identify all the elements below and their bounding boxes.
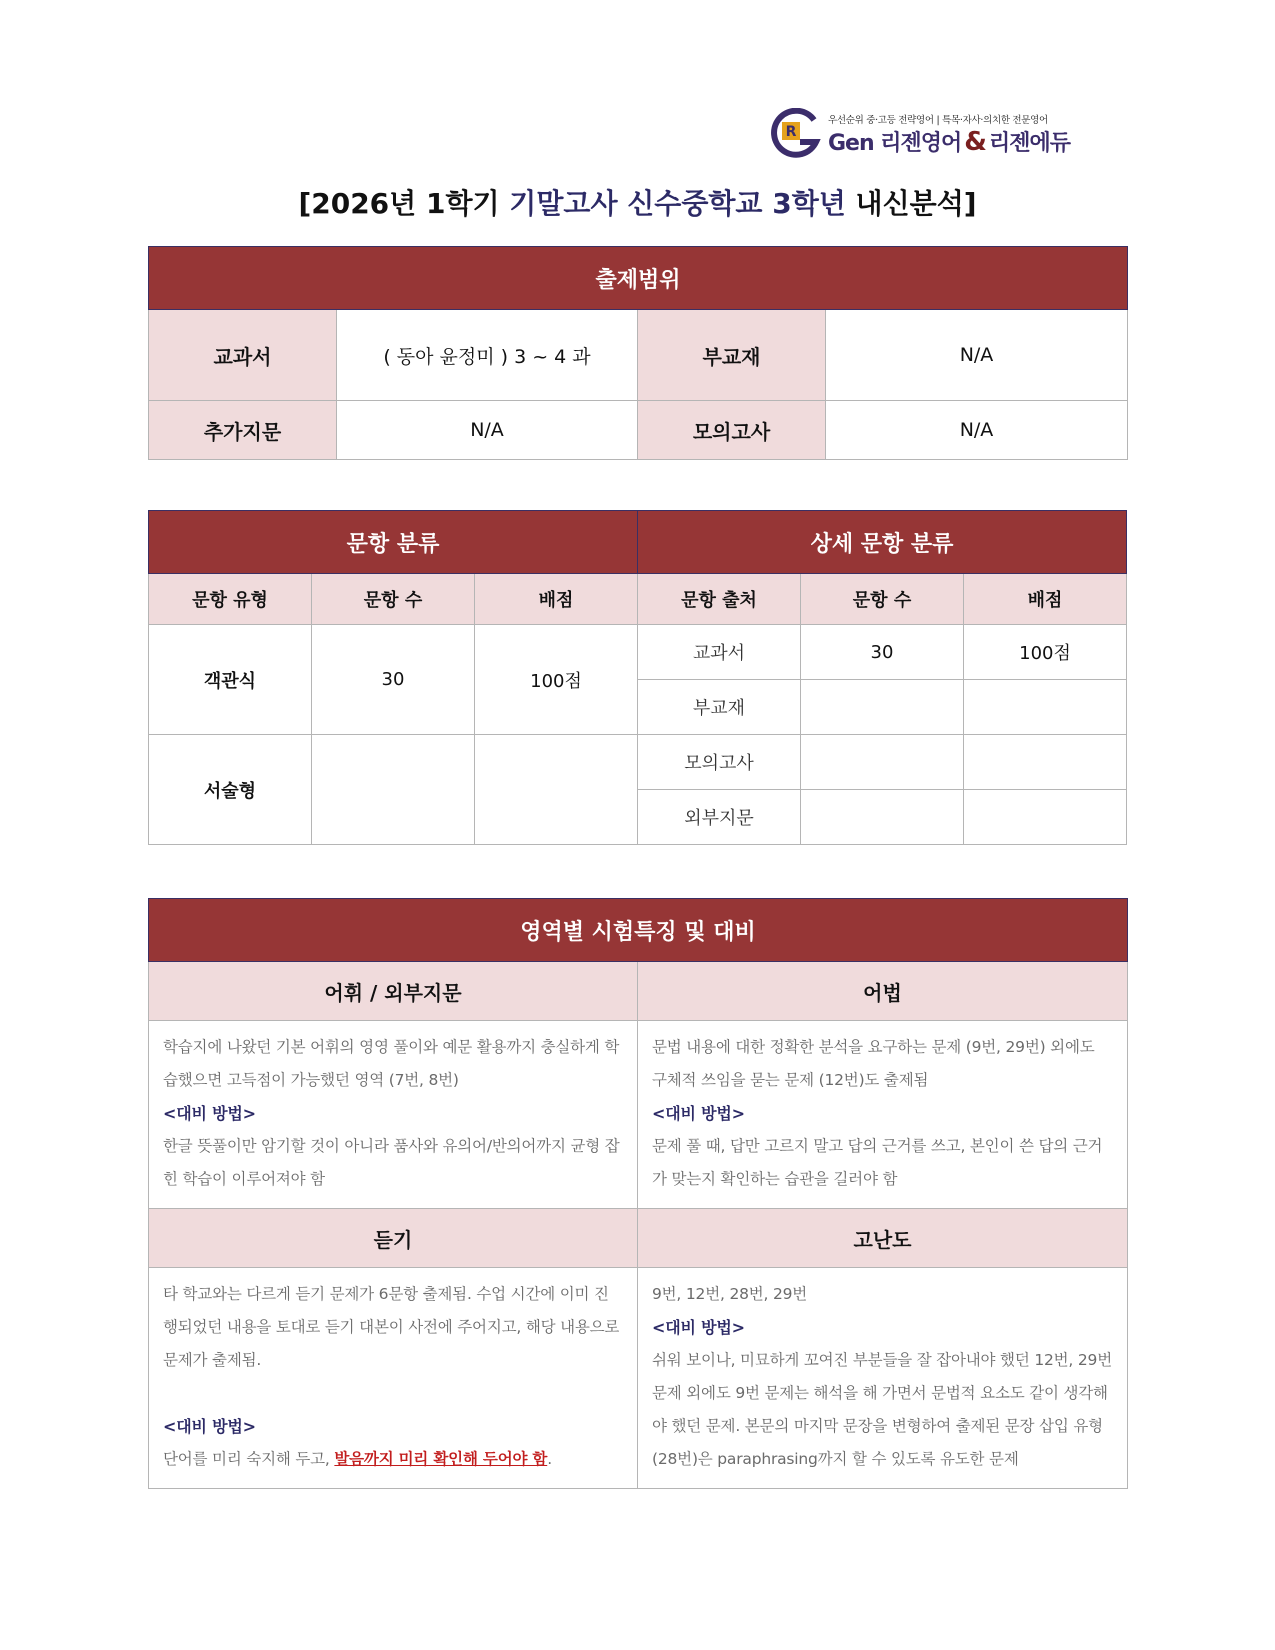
classification-left-header: 문항 분류: [149, 511, 638, 574]
logo-brand-edu: 리젠에듀: [988, 130, 1070, 156]
features-header: 영역별 시험특징 및 대비: [149, 899, 1128, 962]
type-objective-count: 30: [312, 625, 475, 735]
difficulty-plan-label: <대비 방법>: [652, 1318, 745, 1337]
scope-table: [148, 246, 1128, 460]
source-subbook-count: [801, 680, 964, 735]
type-descriptive-count: [312, 735, 475, 845]
scope-value-textbook: ( 동아 윤정미 ) 3 ~ 4 과: [337, 310, 638, 401]
logo-brand: [828, 126, 1070, 157]
page-title: [148, 182, 1127, 222]
scope-value-extra: N/A: [337, 401, 638, 460]
source-mock-score: [964, 735, 1127, 790]
logo-brand-gen: Gen 리젠영어: [827, 130, 962, 156]
grammar-plan: 문제 풀 때, 답만 고르지 말고 답의 근거를 쓰고, 본인이 쓴 답의 근거가 맞는지 확인하는 습관을 길러야 함: [652, 1137, 1103, 1188]
vocab-plan-label: <대비 방법>: [163, 1104, 256, 1123]
type-objective-score: 100점: [475, 625, 638, 735]
type-objective: 객관식: [149, 625, 312, 735]
source-external-score: [964, 790, 1127, 845]
type-descriptive: 서술형: [149, 735, 312, 845]
classification-right-header: 상세 문항 분류: [638, 511, 1127, 574]
source-mock-count: [801, 735, 964, 790]
classification-table: [148, 510, 1127, 845]
grammar-title: 어법: [638, 962, 1128, 1021]
scope-label-textbook: 교과서: [149, 310, 337, 401]
col-source-count: 문항 수: [801, 574, 964, 625]
listening-title: 듣기: [149, 1209, 638, 1268]
listening-plan: [163, 1443, 623, 1476]
title-suffix: 내신분석]: [845, 187, 977, 220]
scope-header: 출제범위: [149, 247, 1128, 310]
difficulty-content: [638, 1268, 1128, 1489]
source-textbook-count: 30: [801, 625, 964, 680]
source-subbook: 부교재: [638, 680, 801, 735]
scope-label-mock: 모의고사: [638, 401, 826, 460]
col-count: 문항 수: [312, 574, 475, 625]
source-subbook-score: [964, 680, 1127, 735]
type-descriptive-score: [475, 735, 638, 845]
listening-text: 타 학교와는 다르게 듣기 문제가 6문항 출제됨. 수업 시간에 이미 진행되었던 내용을 토대로 듣기 대본이 사전에 주어지고, 해당 내용으로 문제가 출제됨.: [163, 1285, 620, 1369]
difficulty-title: 고난도: [638, 1209, 1128, 1268]
logo-mark-icon: [768, 108, 822, 160]
grammar-plan-label: <대비 방법>: [652, 1104, 745, 1123]
listening-spacer: [163, 1377, 623, 1410]
vocab-content: [149, 1021, 638, 1209]
logo-mark-letter: R: [785, 124, 797, 140]
col-source: 문항 출처: [638, 574, 801, 625]
brand-logo: [768, 108, 1070, 160]
title-prefix: [2026년 1학기: [298, 187, 510, 220]
source-textbook-score: 100점: [964, 625, 1127, 680]
scope-value-subbook: N/A: [826, 310, 1128, 401]
difficulty-plan: 쉬워 보이나, 미묘하게 꼬여진 부분들을 잘 잡아내야 했던 12번, 29번 문제 외에도 9번 문제는 해석을 해 가면서 문법적 요소도 같이 생각해야 했던 문제. 본문의 마지막 문장을 변형하여 출제된 문장 삽입 유형 (28번)은 paraphrasing까지 할 수 있도록 유도한 문제: [652, 1351, 1112, 1468]
source-mock: 모의고사: [638, 735, 801, 790]
col-type: 문항 유형: [149, 574, 312, 625]
source-external-count: [801, 790, 964, 845]
listening-plan-label: <대비 방법>: [163, 1417, 256, 1436]
source-external: 외부지문: [638, 790, 801, 845]
listening-plan-before: 단어를 미리 숙지해 두고,: [163, 1450, 335, 1468]
scope-label-subbook: 부교재: [638, 310, 826, 401]
col-score: 배점: [475, 574, 638, 625]
vocab-text: 학습지에 나왔던 기본 어휘의 영영 풀이와 예문 활용까지 충실하게 학습했으면 고득점이 가능했던 영역 (7번, 8번): [163, 1038, 620, 1089]
logo-tagline: 우선순위 중·고등 전략영어 | 특목·자사·의치한 전문영어: [827, 114, 1048, 126]
features-table: [148, 898, 1128, 1489]
difficulty-text: 9번, 12번, 28번, 29번: [652, 1285, 808, 1303]
listening-content: [149, 1268, 638, 1489]
vocab-plan: 한글 뜻풀이만 암기할 것이 아니라 품사와 유의어/반의어까지 균형 잡힌 학습이 이루어져야 함: [163, 1137, 620, 1188]
col-source-score: 배점: [964, 574, 1127, 625]
title-accent: 기말고사 신수중학교 3학년: [509, 187, 846, 220]
listening-plan-emphasis: 발음까지 미리 확인해 두어야 함: [334, 1450, 548, 1468]
logo-brand-amp: &: [964, 126, 986, 157]
source-textbook: 교과서: [638, 625, 801, 680]
vocab-title: 어휘 / 외부지문: [149, 962, 638, 1021]
grammar-text: 문법 내용에 대한 정확한 분석을 요구하는 문제 (9번, 29번) 외에도 구체적 쓰임을 묻는 문제 (12번)도 출제됨: [652, 1038, 1095, 1089]
listening-plan-after: .: [547, 1450, 552, 1468]
grammar-content: [638, 1021, 1128, 1209]
logo-text: [828, 112, 1070, 157]
scope-label-extra: 추가지문: [149, 401, 337, 460]
scope-value-mock: N/A: [826, 401, 1128, 460]
